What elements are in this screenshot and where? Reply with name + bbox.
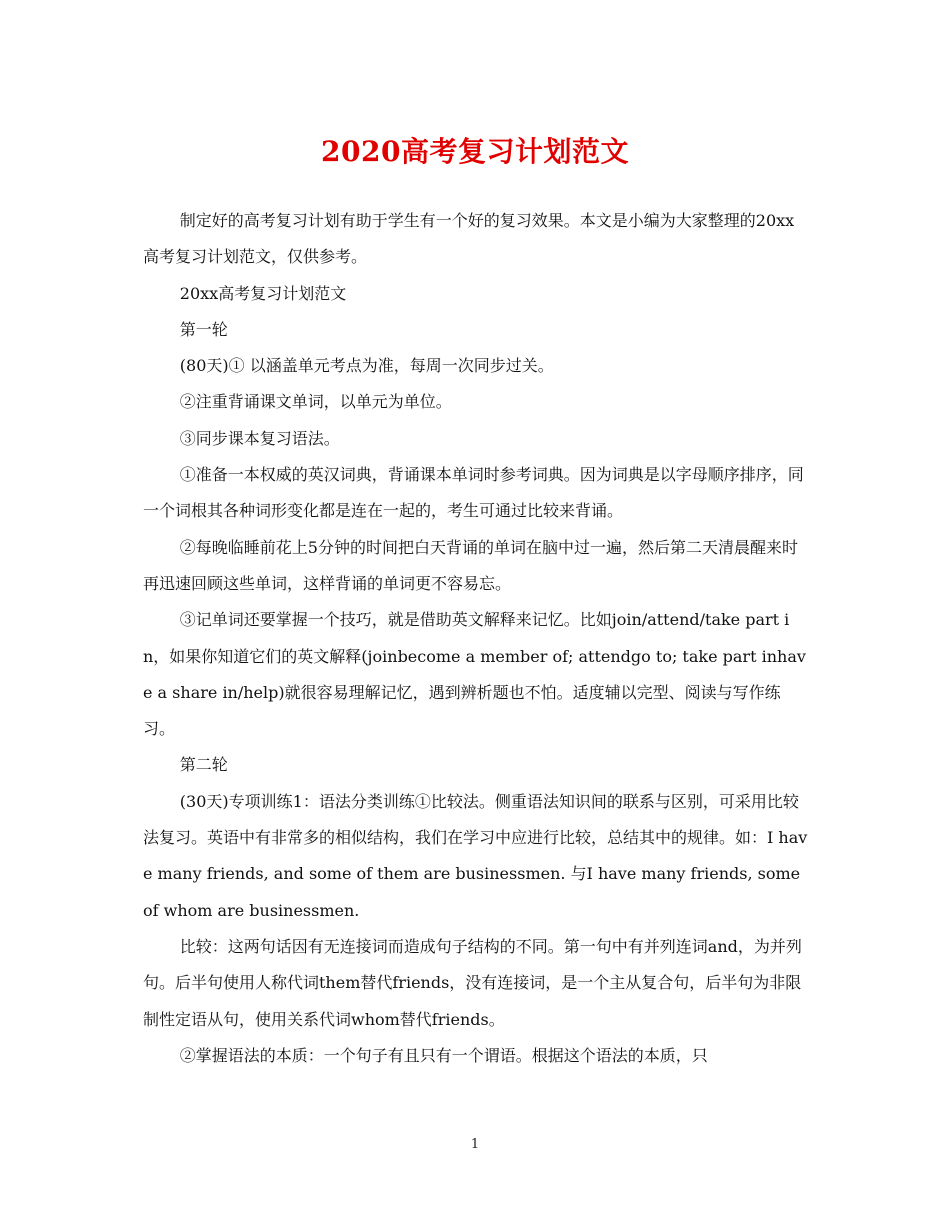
document-body (143, 203, 808, 1074)
paragraph-dictionary-tip: ①准备一本权威的英汉词典，背诵课本单词时参考词典。因为词典是以字母顺序排序，同一个词根其各种词形变化都是连在一起的，考生可通过比较来背诵。 (143, 465, 804, 521)
paragraph-round-one-item-1: (80天)① 以涵盖单元考点为准，每周一次同步过关。 (179, 356, 554, 376)
heading-round-two: 第二轮 (179, 755, 228, 775)
document-title: 2020高考复习计划范文 (321, 135, 629, 168)
paragraph-grammar-essence: ②掌握语法的本质：一个句子有且只有一个谓语。根据这个语法的本质，只 (179, 1045, 708, 1065)
page-number: 1 (470, 1137, 480, 1152)
paragraph-comparison: 比较：这两句话因有无连接词而造成句子结构的不同。第一句中有并列连词and，为并列句。后半句使用人称代词them替代friends，没有连接词，是一个主从复合句，后半句为非限制性定语从句，使用关系代词whom替代friends。 (143, 936, 802, 1029)
paragraph-review-tip: ②每晚临睡前花上5分钟的时间把白天背诵的单词在脑中过一遍，然后第二天清晨醒来时再迅速回顾这些单词，这样背诵的单词更不容易忘。 (143, 537, 798, 593)
paragraph-round-one-item-3: ③同步课本复习语法。 (179, 428, 340, 448)
paragraph-round-one-item-2: ②注重背诵课文单词，以单元为单位。 (179, 392, 452, 412)
heading-round-one: 第一轮 (179, 319, 228, 339)
paragraph-subtitle: 20xx高考复习计划范文 (179, 283, 347, 303)
paragraph-intro: 制定好的高考复习计划有助于学生有一个好的复习效果。本文是小编为大家整理的20xx高考复习计划范文，仅供参考。 (143, 211, 795, 267)
paragraph-english-definition-tip: ③记单词还要掌握一个技巧，就是借助英文解释来记忆。比如join/attend/take part in，如果你知道它们的英文解释(joinbecome a member of; attendgo to; take part inhave a share in/help)就很容易理解记忆，遇到辨析题也不怕。适度辅以完型、阅读与写作练习。 (143, 610, 806, 739)
paragraph-grammar-training: (30天)专项训练1：语法分类训练①比较法。侧重语法知识间的联系与区别，可采用比较法复习。英语中有非常多的相似结构，我们在学习中应进行比较，总结其中的规律。如：I have many friends, and some of them are businessmen. 与I have many friends, some of whom are businessmen. (143, 791, 808, 920)
